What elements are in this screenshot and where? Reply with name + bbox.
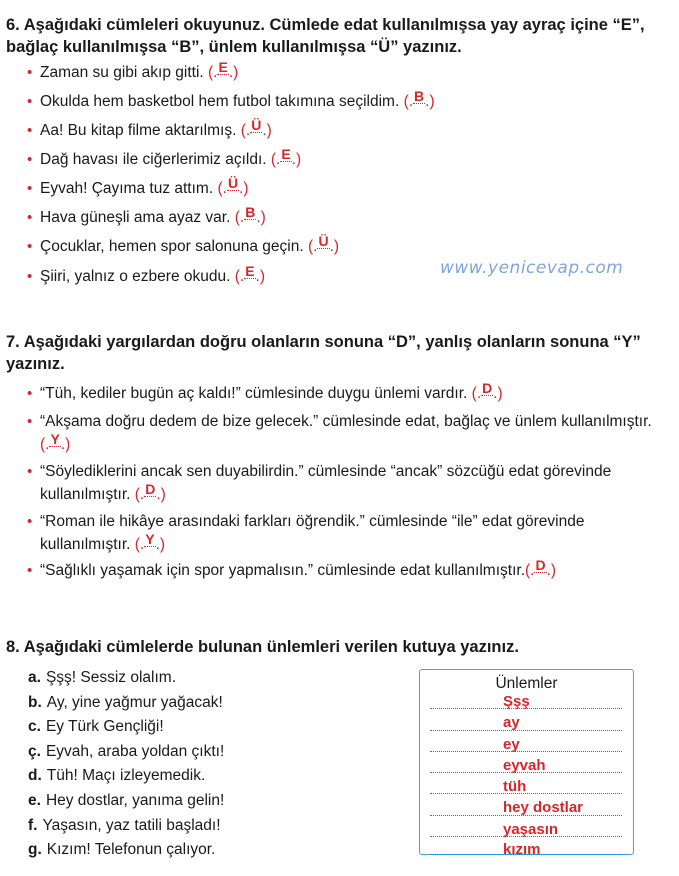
bullet-icon: • — [27, 180, 33, 197]
answer-line — [430, 750, 622, 752]
q6-item: • Şiiri, yalnız o ezbere okudu. (.E.) — [28, 265, 674, 288]
answer-blank: (.D.) — [471, 380, 503, 402]
exclamations-box — [419, 669, 634, 858]
q8-item: f. Yaşasın, yaz tatili başladı! — [28, 817, 221, 834]
answer-blank: (.Y.) — [40, 431, 71, 453]
box-answer: yaşasın — [503, 821, 559, 838]
bullet-icon: • — [27, 151, 33, 168]
bullet-icon: • — [27, 122, 33, 139]
q8-item: g. Kızım! Telefonun çalıyor. — [28, 841, 216, 858]
answer-blank: (.E.) — [208, 59, 239, 81]
answer-line — [430, 729, 622, 731]
q7-item: • “Akşama doğru dedem de bize gelecek.” cümlesinde edat, bağlaç ve ünlem kullanılmıştır. (.Y.) — [28, 410, 674, 456]
q6-item: • Aa! Bu kitap filme aktarılmış. (.Ü.) — [28, 119, 674, 142]
q6-prompt — [6, 14, 672, 58]
answer-blank: (.E.) — [234, 263, 265, 285]
q8-item: c. Ey Türk Gençliği! — [28, 718, 164, 735]
q8-item: ç. Eyvah, araba yoldan çıktı! — [28, 743, 225, 760]
q8-item: a. Şşş! Sessiz olalım. — [28, 669, 176, 686]
q6-item: • Çocuklar, hemen spor salonuna geçin. (.Ü.) — [28, 235, 674, 258]
q8-prompt — [6, 636, 672, 658]
q6-number: 6. — [6, 16, 20, 34]
bullet-icon: • — [27, 64, 33, 81]
watermark: www.yenicevap.com — [440, 258, 624, 278]
box-answer: eyvah — [503, 757, 546, 774]
bullet-icon: • — [27, 238, 33, 255]
answer-blank: (.E.) — [270, 146, 302, 168]
q6-item: • Zaman su gibi akıp gitti. (.E.) — [28, 61, 674, 84]
q7-item: • “Söylediklerini ancak sen duyabilirdin.” cümlesinde “ancak” sözcüğü edat görevinde kullanılmıştır. (.D.) — [28, 460, 674, 506]
bullet-icon: • — [27, 385, 33, 402]
answer-blank: (.Y.) — [134, 531, 166, 553]
bullet-icon: • — [27, 463, 33, 480]
box-title: Ünlemler — [495, 675, 558, 692]
box-answer: Şşş — [503, 693, 530, 710]
q8-number: 8. — [6, 638, 20, 656]
q7-prompt — [6, 331, 672, 375]
box-answer: kızım — [503, 841, 541, 858]
bullet-icon: • — [27, 513, 33, 530]
answer-blank: (.B.) — [403, 88, 435, 110]
answer-blank: (.D.) — [525, 557, 557, 579]
q8-item: b. Ay, yine yağmur yağacak! — [28, 694, 223, 711]
box-answer: ay — [503, 714, 520, 731]
box-answer: tüh — [503, 778, 527, 795]
answer-blank: (.B.) — [234, 204, 266, 226]
box-answer: hey dostlar — [503, 799, 584, 816]
bullet-icon: • — [27, 268, 33, 285]
bullet-icon: • — [27, 413, 33, 430]
q6-prompt-text: Aşağıdaki cümleleri okuyunuz. Cümlede edat kullanılmışsa yay ayraç içine “E”, bağlaç kullanılmışsa “B”, ünlem kullanılmışsa “Ü” yazınız. — [6, 16, 645, 56]
q6-item: • Okulda hem basketbol hem futbol takımına seçildim. (.B.) — [28, 90, 674, 113]
q7-item: • “Tüh, kediler bugün aç kaldı!” cümlesinde duygu ünlemi vardır. (.D.) — [28, 382, 674, 405]
bullet-icon: • — [27, 93, 33, 110]
box-answer: ey — [503, 736, 520, 753]
q8-item: e. Hey dostlar, yanıma gelin! — [28, 792, 225, 809]
bullet-icon: • — [27, 562, 33, 579]
q6-item: • Dağ havası ile ciğerlerimiz açıldı. (.E.) — [28, 148, 674, 171]
q7-item: • “Roman ile hikâye arasındaki farkları öğrendik.” cümlesinde “ile” edat görevinde kullanılmıştır. (.Y.) — [28, 510, 674, 556]
q7-prompt-text: Aşağıdaki yargılardan doğru olanların sonuna “D”, yanlış olanların sonuna “Y” yazınız. — [6, 333, 641, 373]
q7-number: 7. — [6, 333, 20, 351]
q6-item: • Eyvah! Çayıma tuz attım. (.Ü.) — [28, 177, 674, 200]
answer-blank: (.Ü.) — [240, 117, 272, 139]
answer-blank: (.Ü.) — [217, 175, 249, 197]
q8-prompt-text: Aşağıdaki cümlelerde bulunan ünlemleri verilen kutuya yazınız. — [23, 638, 519, 656]
q8-item: d. Tüh! Maçı izleyemedik. — [28, 767, 206, 784]
q6-item: • Hava güneşli ama ayaz var. (.B.) — [28, 206, 674, 229]
bullet-icon: • — [27, 209, 33, 226]
q7-item: • “Sağlıklı yaşamak için spor yapmalısın.” cümlesinde edat kullanılmıştır.(.D.) — [28, 559, 674, 582]
answer-blank: (.D.) — [134, 481, 166, 503]
answer-blank: (.Ü.) — [307, 233, 340, 255]
